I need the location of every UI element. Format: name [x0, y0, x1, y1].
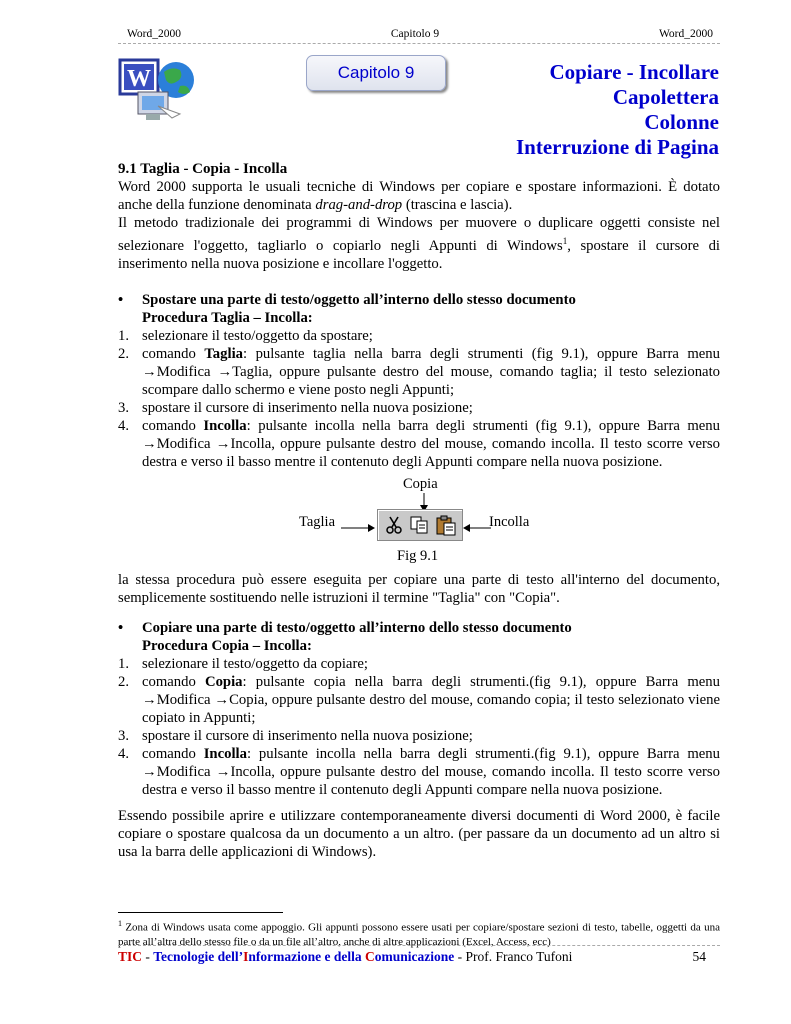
list-item: 2. comando Taglia: pulsante taglia nella barra degli strumenti (fig 9.1), oppure Barra menu →Modifica →Taglia, oppure pulsante destro del mouse, comando taglia; il testo selezionato scompare dallo schermo e viene posto negli Appunti;: [118, 345, 720, 398]
title-line: Colonne: [644, 110, 719, 134]
scissors-icon[interactable]: [384, 515, 404, 540]
footer-divider: [118, 945, 720, 946]
label-taglia: Taglia: [299, 513, 336, 530]
footnote: $^1$ Zona di Windows usata come appoggio. Gli appunti possono essere usati per copiare/spostare sezioni di testo, tabelle, oggetti da una parte all’altra dello stesso file o da un file all’altro, anche di altre applicazioni (Excel, Access, ecc): [118, 919, 720, 948]
intro-paragraph-1: Word 2000 supporta le usuali tecniche di Windows per copiare e spostare informazioni. È dotato anche della funzione denominata drag-and-drop (trascina e lascia).: [118, 179, 720, 213]
footnote-ref: 1: [562, 236, 568, 246]
arrow-left-icon: [463, 520, 491, 538]
list-item: 3. spostare il cursore di inserimento nella nuova posizione;: [118, 399, 473, 416]
page-content: [118, 160, 720, 861]
page-number: 54: [692, 949, 706, 964]
label-incolla: Incolla: [489, 513, 530, 530]
list-item: 1. selezionare il testo/oggetto da copiare;: [118, 655, 368, 672]
header-left: Word_2000: [127, 28, 182, 40]
closing-paragraph: Essendo possibile aprire e utilizzare contemporaneamente diversi documenti di Word 2000, è facile copiare o spostare qualcosa da un documento a un altro. (per passare da un documento ad un altro si usa la barra delle applicazioni di Windows).: [118, 807, 720, 860]
svg-text:W: W: [127, 66, 151, 92]
footer: TIC - Tecnologie dell’Informazione e della Comunicazione - Prof. Franco Tufoni 54: [118, 949, 706, 964]
footer-author: Prof. Franco Tufoni: [465, 949, 573, 964]
title-line: Copiare - Incollare: [549, 60, 719, 84]
list-item: 3. spostare il cursore di inserimento nella nuova posizione;: [118, 727, 473, 744]
header-center: Capitolo 9: [390, 28, 440, 40]
intro-paragraph-2: Il metodo tradizionale dei programmi di Windows per muovere o duplicare oggetti consiste nel selezionare l'oggetto, tagliarlo o copiarlo negli Appunti di Windows$^1$, spostare il cursore di inserimento nella nuova posizione e incollare l'oggetto.: [118, 215, 720, 272]
procedure-1-title: • Spostare una parte di testo/oggetto all’interno dello stesso documento Procedura Taglia – Incolla:: [118, 291, 576, 326]
copy-icon[interactable]: [409, 515, 429, 540]
arrow-right-icon: [341, 520, 376, 538]
toolbar-figure: [377, 509, 463, 541]
paste-icon[interactable]: [435, 514, 457, 541]
header-divider: [118, 43, 720, 44]
list-item: 4. comando Incolla: pulsante incolla nella barra degli strumenti.(fig 9.1), oppure Barra menu →Modifica →Incolla, oppure pulsante destro del mouse, comando incolla. Il testo scorre verso destra e verso il basso mentre il contenuto degli Appunti compare nella nuova posizione.: [118, 745, 720, 798]
figure-9-1: [118, 471, 720, 571]
chapter-button[interactable]: Capitolo 9: [306, 55, 446, 91]
section-heading: 9.1 Taglia - Copia - Incolla: [118, 161, 288, 177]
list-item: 2. comando Copia: pulsante copia nella barra degli strumenti.(fig 9.1), oppure Barra menu →Modifica →Copia, oppure pulsante destro del mouse, comando copia; il testo selezionato viene copiato in Appunti;: [118, 673, 720, 726]
list-item: 4. comando Incolla: pulsante incolla nella barra degli strumenti (fig 9.1), oppure Barra menu →Modifica →Incolla, oppure pulsante destro del mouse, comando incolla. Il testo scorre verso destra e verso il basso mentre il contenuto degli Appunti compare nella nuova posizione.: [118, 417, 720, 470]
header-right: Word_2000: [658, 28, 713, 40]
list-item: 1. selezionare il testo/oggetto da spostare;: [118, 327, 373, 344]
title-line: Interruzione di Pagina: [516, 135, 719, 159]
chapter-titles: [516, 60, 719, 160]
word-logo-icon: [118, 56, 202, 126]
procedure-2-title: • Copiare una parte di testo/oggetto all’interno dello stesso documento Procedura Copia – Incolla:: [118, 619, 572, 654]
footnote-divider: [118, 912, 283, 913]
figure-caption: Fig 9.1: [397, 547, 439, 564]
after-figure-paragraph: la stessa procedura può essere eseguita per copiare una parte di testo all'interno del documento, semplicemente sostituendo nelle istruzioni il termine "Taglia" con "Copia".: [118, 571, 720, 606]
label-copia: Copia: [403, 475, 438, 492]
title-line: Capolettera: [612, 85, 719, 109]
footer-tic: TIC: [118, 949, 143, 964]
